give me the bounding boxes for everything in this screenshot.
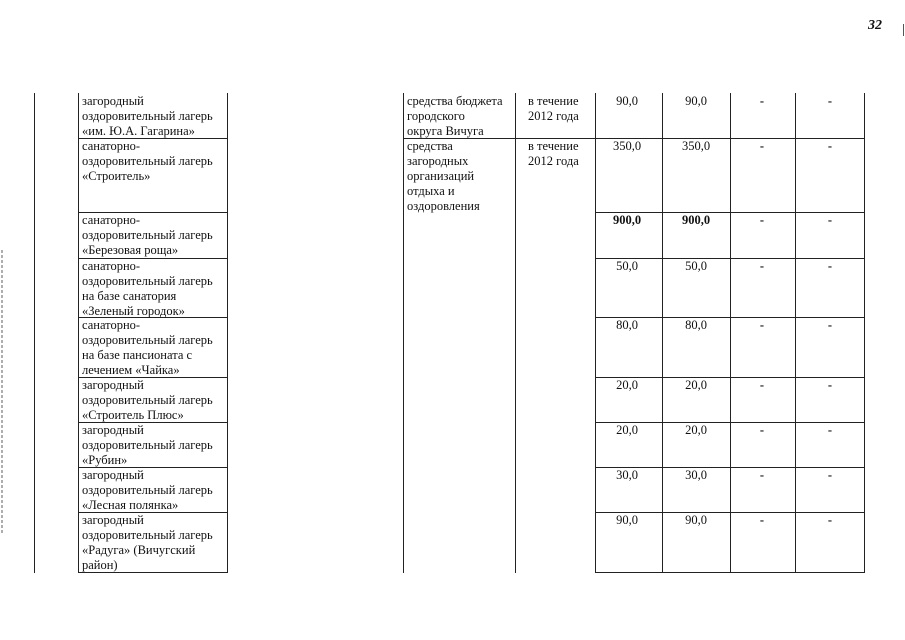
empty-value-dash: - [827,139,833,153]
amount-year: 50,0 [685,259,707,273]
empty-value-dash: - [827,259,833,273]
scan-edge-shadow [1,250,3,535]
page-number: 32 [868,18,882,33]
amount-total: 80,0 [616,318,638,332]
amount-total: 90,0 [616,513,638,527]
empty-value-dash: - [827,213,833,227]
empty-value-dash: - [759,423,765,437]
name-column-left-border [78,93,79,573]
camp-name: загородный оздоровительный лагерь «Строитель Плюс» [82,378,213,422]
amount-total: 350,0 [612,139,642,153]
empty-value-dash: - [827,318,833,332]
camp-name: санаторно- оздоровительный лагерь на базе санатория «Зеленый городок» [82,259,213,318]
empty-value-dash: - [759,259,765,273]
term-column-right-border [595,93,596,573]
empty-value-dash: - [759,468,765,482]
amount-total: 20,0 [616,378,638,392]
amount-total: 900,0 [612,213,642,227]
table-right-border [864,93,865,573]
funding-source: средства бюджета городского округа Вичуга [407,94,503,138]
amount-year: 80,0 [685,318,707,332]
camp-name: загородный оздоровительный лагерь «им. Ю.А. Гагарина» [82,94,213,138]
funding-source: средства загородных организаций отдыха и оздоровления [407,139,480,213]
source-column-left-border [403,93,404,573]
camp-name: санаторно- оздоровительный лагерь на базе пансионата с лечением «Чайка» [82,318,213,377]
empty-value-dash: - [759,318,765,332]
amount-year: 90,0 [685,513,707,527]
left-margin-line [34,93,35,573]
empty-value-dash: - [759,139,765,153]
amount-row-divider [595,572,865,573]
amount-year: 30,0 [685,468,707,482]
empty-value-dash: - [827,513,833,527]
amount-total: 50,0 [616,259,638,273]
empty-value-dash: - [827,94,833,108]
name-column-right-border [227,93,228,573]
amount-b-right-border [730,93,731,573]
amount-total: 90,0 [616,94,638,108]
empty-value-dash: - [759,94,765,108]
empty-value-dash: - [759,213,765,227]
camp-name: санаторно- оздоровительный лагерь «Строитель» [82,139,213,183]
amount-year: 20,0 [685,423,707,437]
amount-total: 30,0 [616,468,638,482]
term-column-left-border [515,93,516,573]
empty-value-dash: - [759,513,765,527]
execution-term: в течение 2012 года [528,94,579,123]
dash-a-right-border [795,93,796,573]
camp-name: загородный оздоровительный лагерь «Рубин» [82,423,213,467]
empty-value-dash: - [759,378,765,392]
amount-year: 90,0 [685,94,707,108]
amount-total: 20,0 [616,423,638,437]
camp-name: загородный оздоровительный лагерь «Радуга» (Вичугский район) [82,513,213,572]
camp-name: санаторно- оздоровительный лагерь «Березовая роща» [82,213,213,257]
page-edge-mark [903,24,904,36]
amount-year: 20,0 [685,378,707,392]
camp-name: загородный оздоровительный лагерь «Лесная полянка» [82,468,213,512]
amount-a-right-border [662,93,663,573]
empty-value-dash: - [827,423,833,437]
amount-year: 350,0 [681,139,711,153]
empty-value-dash: - [827,378,833,392]
empty-value-dash: - [827,468,833,482]
amount-year: 900,0 [681,213,711,227]
execution-term: в течение 2012 года [528,139,579,168]
